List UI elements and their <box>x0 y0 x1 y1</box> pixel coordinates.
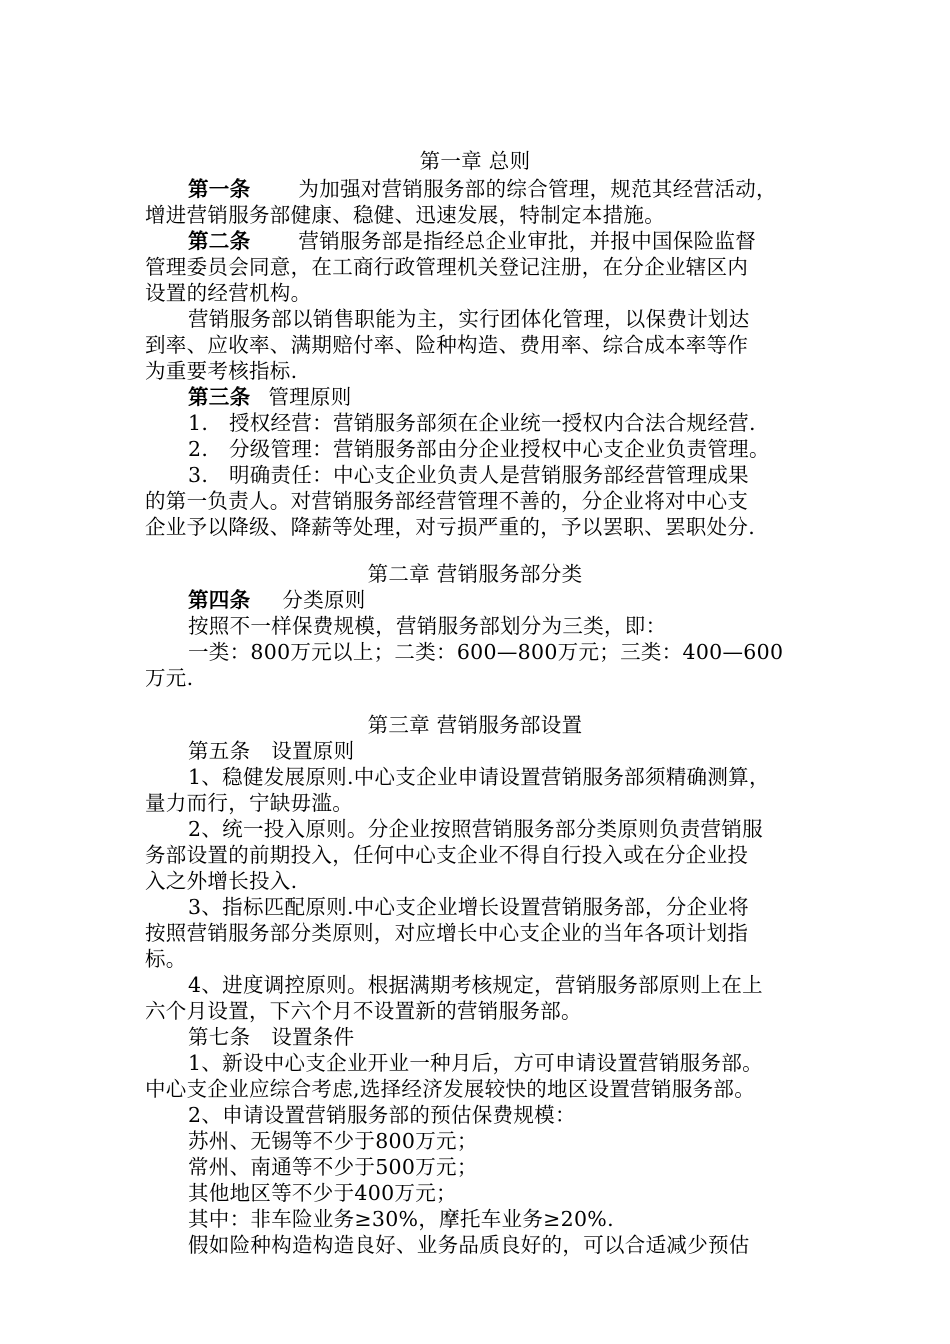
text-line: 4、进度调控原则。根据满期考核规定，营销服务部原则上在上 <box>188 973 763 997</box>
article-1-heading: 第一条 <box>188 177 251 201</box>
article-4-text: 分类原则 <box>282 588 366 612</box>
chapter-3-title: 第三章 营销服务部设置 <box>367 713 583 737</box>
article-3-line <box>188 384 805 410</box>
text-line: 六个月设置，下六个月不设置新的营销服务部。 <box>145 999 582 1023</box>
chapter-1-title: 第一章 总则 <box>419 149 531 173</box>
text-line: 2、统一投入原则。分企业按照营销服务部分类原则负责营销服 <box>188 817 763 841</box>
article-2-heading: 第二条 <box>188 229 251 253</box>
text-line: 2. 分级管理：营销服务部由分企业授权中心支企业负责管理。 <box>188 437 770 461</box>
article-5-heading: 第五条 设置原则 <box>188 739 355 763</box>
text-line: 1、稳健发展原则.中心支企业申请设置营销服务部须精确测算， <box>188 765 770 789</box>
text-line: 务部设置的前期投入，任何中心支企业不得自行投入或在分企业投 <box>145 843 749 867</box>
article-3-text: 管理原则 <box>268 385 352 409</box>
article-7-heading: 第七条 设置条件 <box>188 1025 355 1049</box>
text-line: 其中：非车险业务≥30%，摩托车业务≥20%. <box>188 1207 614 1231</box>
article-4-heading: 第四条 <box>188 588 251 612</box>
text-line: 为重要考核指标. <box>145 359 298 383</box>
text-line: 万元. <box>145 666 194 690</box>
article-3-heading: 第三条 <box>188 385 251 409</box>
text-line: 的第一负责人。对营销服务部经营管理不善的，分企业将对中心支 <box>145 489 749 513</box>
text-line: 3、指标匹配原则.中心支企业增长设置营销服务部，分企业将 <box>188 895 749 919</box>
text-line: 假如险种构造构造良好、业务品质良好的，可以合适减少预估 <box>188 1233 750 1257</box>
text-line: 按照营销服务部分类原则，对应增长中心支企业的当年各项计划指 <box>145 921 749 945</box>
article-4-line <box>188 587 805 613</box>
article-2-line <box>188 228 805 254</box>
article-1-line <box>188 176 805 202</box>
text-line: 1. 授权经营：营销服务部须在企业统一授权内合法合规经营. <box>188 411 756 435</box>
chapter-2-title: 第二章 营销服务部分类 <box>367 562 583 586</box>
article-2-text: 营销服务部是指经总企业审批，并报中国保险监督 <box>298 229 757 253</box>
text-line: 2、申请设置营销服务部的预估保费规模： <box>188 1103 576 1127</box>
text-line: 中心支企业应综合考虑,选择经济发展较快的地区设置营销服务部。 <box>145 1077 756 1101</box>
text-line: 设置的经营机构。 <box>145 281 312 305</box>
text-line: 营销服务部以销售职能为主，实行团体化管理，以保费计划达 <box>188 307 750 331</box>
article-1-text: 为加强对营销服务部的综合管理，规范其经营活动， <box>298 177 777 201</box>
text-line: 常州、南通等不少于500万元； <box>188 1155 478 1179</box>
text-line: 企业予以降级、降薪等处理，对亏损严重的，予以罢职、罢职处分. <box>145 515 756 539</box>
text-line: 入之外增长投入. <box>145 869 298 893</box>
text-line: 苏州、无锡等不少于800万元； <box>188 1129 478 1153</box>
text-line: 3. 明确责任：中心支企业负责人是营销服务部经营管理成果 <box>188 463 749 487</box>
text-line: 按照不一样保费规模，营销服务部划分为三类，即： <box>188 614 667 638</box>
text-line: 增进营销服务部健康、稳健、迅速发展，特制定本措施。 <box>145 203 665 227</box>
text-line: 一类：800万元以上；二类：600—800万元；三类：400—600 <box>188 640 784 664</box>
text-line: 其他地区等不少于400万元； <box>188 1181 457 1205</box>
text-line: 量力而行，宁缺毋滥。 <box>145 791 353 815</box>
text-line: 管理委员会同意，在工商行政管理机关登记注册，在分企业辖区内 <box>145 255 749 279</box>
text-line: 1、新设中心支企业开业一种月后，方可申请设置营销服务部。 <box>188 1051 763 1075</box>
text-line: 标。 <box>145 947 187 971</box>
text-line: 到率、应收率、满期赔付率、险种构造、费用率、综合成本率等作 <box>145 333 749 357</box>
